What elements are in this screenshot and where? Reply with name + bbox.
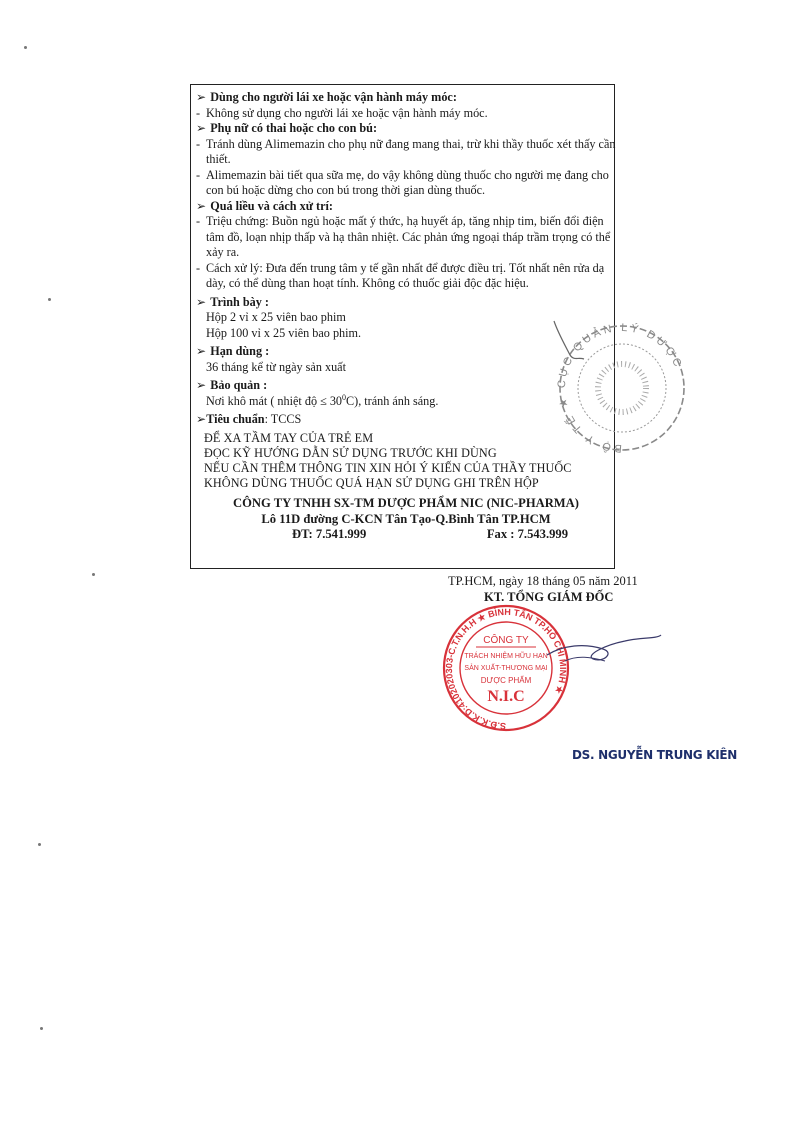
company-stamp-ring-text: S.Đ.K.K.D:4102020303-C.T.N.H.H ★ BÌNH TÂN TP.HỒ CHÍ MINH ★ xyxy=(444,606,569,732)
warning-line: ĐỌC KỸ HƯỚNG DẪN SỬ DỤNG TRƯỚC KHI DÙNG xyxy=(204,445,497,460)
heading-driving xyxy=(196,90,616,106)
list-item xyxy=(196,106,616,122)
heading-text: Trình bày xyxy=(210,294,262,309)
standard-value: : TCCS xyxy=(264,412,302,426)
dash-glyph: - xyxy=(196,214,201,228)
dash-glyph: - xyxy=(196,105,201,120)
signing-date: TP.HCM, ngày 18 tháng 05 năm 2011 xyxy=(448,574,638,588)
company-name: CÔNG TY TNHH SX-TM DƯỢC PHẨM NIC (NIC-PHARMA) xyxy=(233,495,579,510)
company-stamp-line: TRÁCH NHIỆM HỮU HẠN xyxy=(464,653,548,660)
dash-glyph: - xyxy=(196,260,201,275)
company-fax: Fax : 7.543.999 xyxy=(486,526,568,541)
scan-speck xyxy=(24,46,27,49)
item-text: Cách xử lý: Đưa đến trung tâm y tế gần nhất để được điều trị. Tốt nhất nên rửa dạ dày, có thể dùng than hoạt tính. Không có thuốc giải độc đặc hiệu. xyxy=(206,260,605,290)
heading-standard xyxy=(196,412,301,426)
list-item xyxy=(196,214,616,261)
arrow-icon: ➢ xyxy=(196,294,207,309)
presentation-line: Hộp 100 vỉ x 25 viên bao phim. xyxy=(206,325,362,340)
arrow-icon: ➢ xyxy=(196,378,207,392)
heading-text: Bảo quản xyxy=(210,378,261,392)
heading-text: Quá liều và cách xử trí: xyxy=(210,198,333,213)
company-stamp-line: DƯỢC PHẨM xyxy=(480,676,532,685)
item-text: Không sử dụng cho người lái xe hoặc vận hành máy móc. xyxy=(206,105,488,120)
heading-presentation xyxy=(196,295,616,311)
ministry-stamp-ring-text: BỘ Y TẾ ★ CỤC QUẢN LÝ DƯỢC xyxy=(555,321,685,455)
heading-pregnancy xyxy=(196,121,616,137)
item-text: Triệu chứng: Buồn ngủ hoặc mất ý thức, hạ huyết áp, tăng nhịp tim, biến đổi điện tâm đồ, loạn nhịp thấp và hạ thân nhiệt. Các phản ứng ngoại tháp trầm trọng có thể xảy ra. xyxy=(206,214,611,259)
heading-text: Tiêu chuẩn xyxy=(206,412,265,426)
company-address: Lô 11D đường C-KCN Tân Tạo-Q.Bình Tân TP.HCM xyxy=(261,511,551,526)
warning-line: ĐỂ XA TẦM TAY CỦA TRẺ EM xyxy=(204,430,374,445)
company-stamp-line: SẢN XUẤT-THƯƠNG MẠI xyxy=(464,665,548,672)
arrow-icon: ➢ xyxy=(196,344,207,358)
heading-text: Phụ nữ có thai hoặc cho con bú: xyxy=(210,121,378,135)
heading-colon: : xyxy=(263,378,268,392)
heading-colon: : xyxy=(264,294,269,309)
item-text: Alimemazin bài tiết qua sữa mẹ, do vậy không dùng thuốc cho người mẹ đang cho con bú hoặc dừng cho con bú trong thời gian dùng thuốc. xyxy=(206,167,609,197)
arrow-icon: ➢ xyxy=(196,412,207,426)
ministry-stamp xyxy=(548,313,696,468)
expiry-line: 36 tháng kể từ ngày sản xuất xyxy=(206,359,346,374)
signer-name: DS. NGUYỄN TRUNG KIÊN xyxy=(572,748,738,762)
warning-line: KHÔNG DÙNG THUỐC QUÁ HẠN SỬ DỤNG GHI TRÊN HỘP xyxy=(204,475,539,490)
storage-text-end: C), tránh ánh sáng. xyxy=(346,393,439,408)
arrow-icon: ➢ xyxy=(196,90,207,104)
list-item xyxy=(196,261,616,292)
signer-title: KT. TỔNG GIÁM ĐỐC xyxy=(484,590,614,604)
warning-line: NẾU CẦN THÊM THÔNG TIN XIN HỎI Ý KIẾN CỦA THẦY THUỐC xyxy=(204,460,572,475)
dash-glyph: - xyxy=(196,167,201,182)
heading-text: Hạn dùng xyxy=(210,344,263,358)
list-item xyxy=(196,168,616,199)
degree-sup: 0 xyxy=(342,392,347,402)
storage-text: Nơi khô mát ( nhiệt độ ≤ 30 xyxy=(206,393,343,408)
list-item xyxy=(196,137,616,168)
item-text: Tránh dùng Alimemazin cho phụ nữ đang mang thai, trừ khi thầy thuốc xét thấy cần thiết. xyxy=(206,136,616,166)
heading-overdose xyxy=(196,199,616,215)
scan-speck xyxy=(38,843,41,846)
heading-text: Dùng cho người lái xe hoặc vận hành máy móc: xyxy=(210,90,457,104)
company-phone: ĐT: 7.541.999 xyxy=(292,526,367,541)
company-stamp-line: CÔNG TY xyxy=(483,635,529,646)
heading-colon: : xyxy=(265,344,270,358)
dash-glyph: - xyxy=(196,136,201,151)
scan-speck xyxy=(48,298,51,301)
arrow-icon: ➢ xyxy=(196,121,207,135)
scan-speck xyxy=(92,573,95,576)
company-stamp-line: N.I.C xyxy=(487,688,525,705)
presentation-line: Hộp 2 vỉ x 25 viên bao phim xyxy=(206,310,346,324)
scan-speck xyxy=(40,1027,43,1030)
handwritten-signature xyxy=(545,615,665,675)
arrow-icon: ➢ xyxy=(196,198,207,213)
company-contacts xyxy=(196,527,616,543)
